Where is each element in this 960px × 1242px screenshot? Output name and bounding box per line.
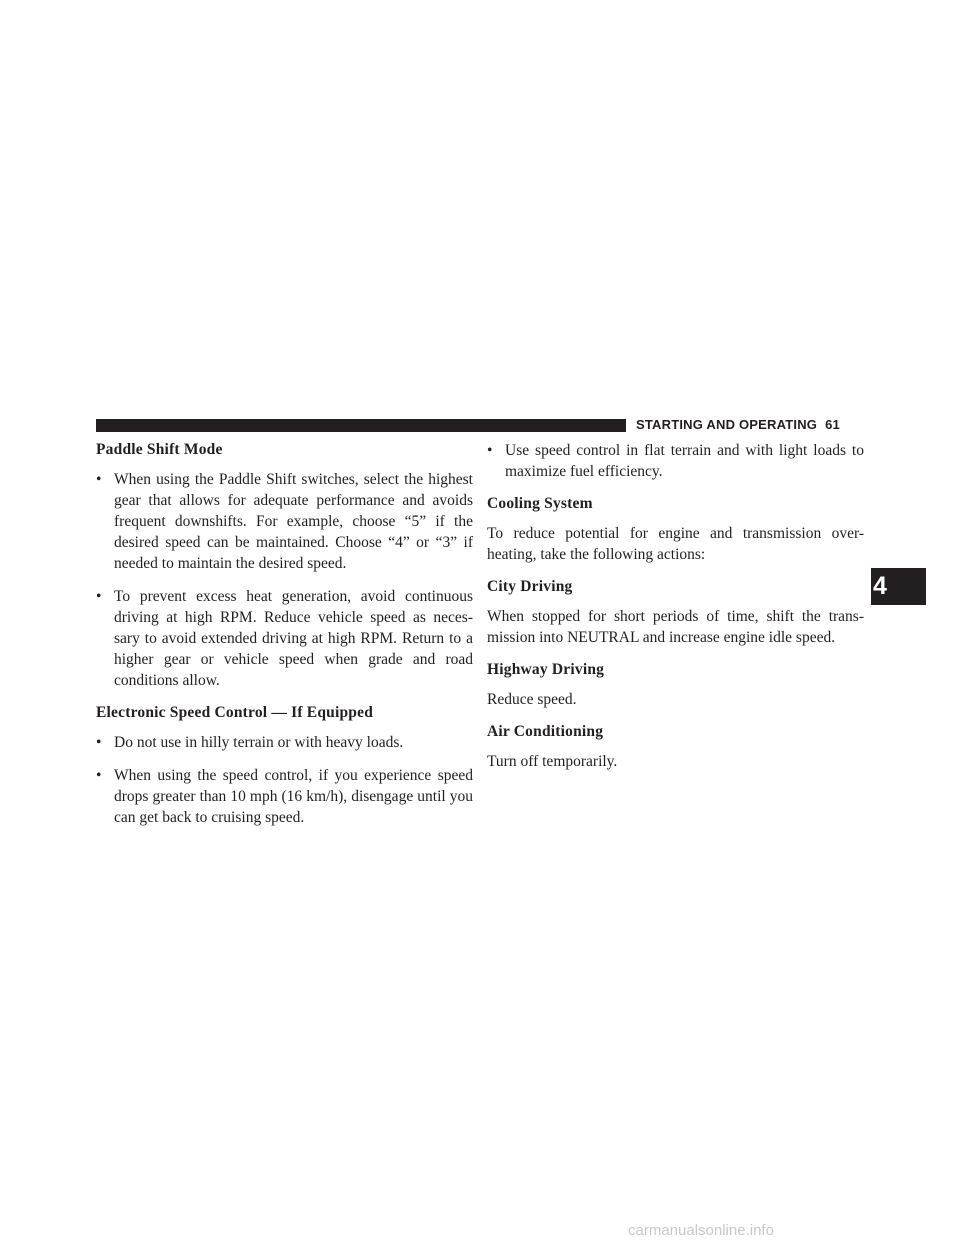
heading-cooling-system: Cooling System (487, 495, 593, 512)
page-number: 61 (825, 417, 840, 432)
list-item: • Do not use in hilly terrain or with heavy loads. (96, 734, 404, 751)
bullet-icon: • (96, 767, 102, 784)
watermark: carmanualsonline.info (628, 1222, 774, 1239)
air-conditioning-text: Turn off temporarily. (487, 753, 618, 770)
bullet-icon: • (487, 442, 493, 459)
left-column (96, 440, 473, 840)
heading-city-driving: City Driving (487, 578, 573, 595)
heading-paddle-shift-mode: Paddle Shift Mode (96, 441, 223, 458)
list-item: • Use speed control in flat terrain and with light loads to maximize fuel efficiency. (487, 442, 864, 480)
cooling-system-text: To reduce potential for engine and transmission over- heating, take the following actions: (487, 525, 864, 563)
city-driving-text: When stopped for short periods of time, shift the trans- mission into NEUTRAL and increase engine idle speed. (487, 608, 864, 646)
right-column (487, 440, 864, 784)
speed-control-list-continued (487, 440, 864, 482)
chapter-tab (871, 568, 926, 605)
heading-highway-driving: Highway Driving (487, 661, 605, 678)
heading-electronic-speed-control: Electronic Speed Control — If Equipped (96, 704, 374, 721)
bullet-icon: • (96, 471, 102, 488)
heading-air-conditioning: Air Conditioning (487, 723, 604, 740)
chapter-number: 4 (873, 572, 887, 600)
section-title: STARTING AND OPERATING (636, 417, 818, 432)
paddle-shift-list (96, 469, 473, 691)
bullet-icon: • (96, 588, 102, 605)
bullet-icon: • (96, 734, 102, 751)
header-rule (96, 419, 626, 432)
running-header (636, 417, 840, 433)
highway-driving-text: Reduce speed. (487, 691, 577, 708)
list-item: • To prevent excess heat generation, avoid continuous driving at high RPM. Reduce vehicle speed as neces- sary to avoid extended driving at high RPM. Return to a higher gear or vehicle speed when grade and road conditions allow. (96, 588, 473, 689)
speed-control-list (96, 732, 473, 828)
list-item: • When using the Paddle Shift switches, select the highest gear that allows for adequate performance and avoids frequent downshifts. For example, choose “5” if the desired speed can be maintained. Choose “4” or “3” if needed to maintain the desired speed. (96, 471, 473, 572)
list-item: • When using the speed control, if you experience speed drops greater than 10 mph (16 km/h), disengage until you can get back to cruising speed. (96, 767, 473, 826)
